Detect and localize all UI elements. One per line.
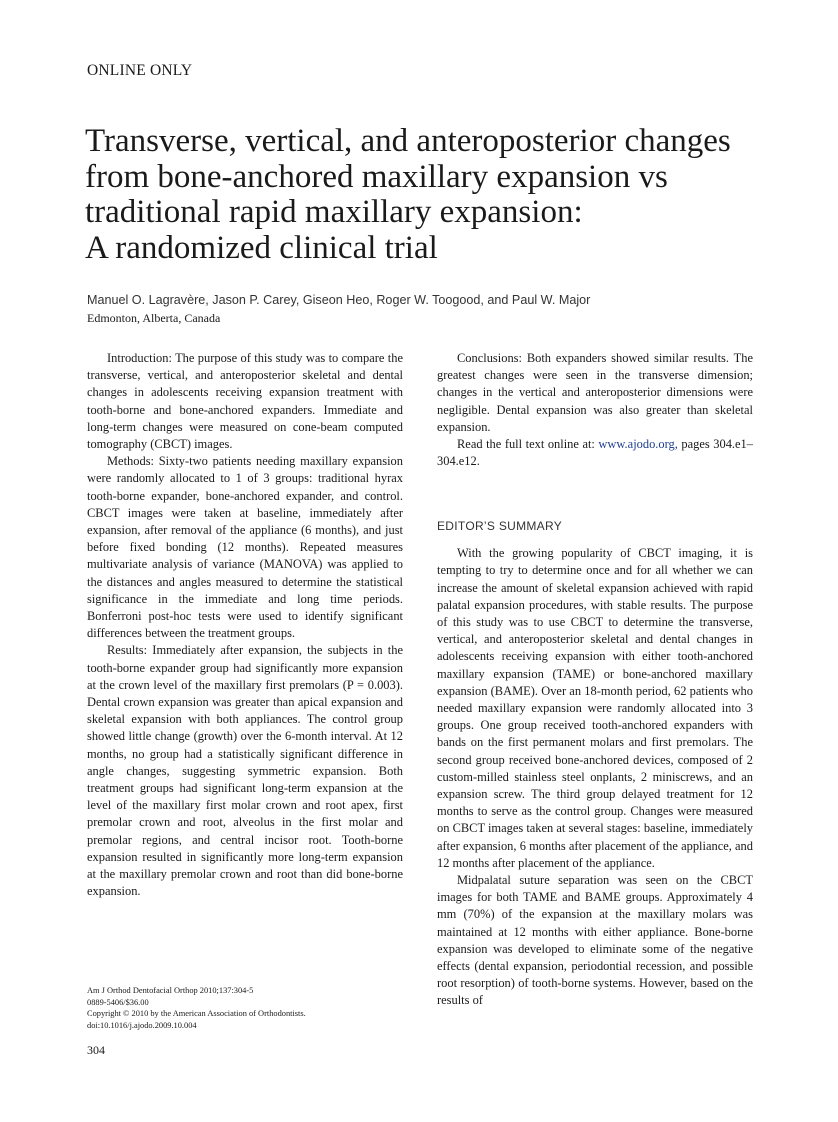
section-label: ONLINE ONLY (87, 62, 193, 79)
footnote-issn: 0889-5406/$36.00 (87, 997, 149, 1007)
read-more (437, 436, 753, 470)
abstract-right-column (437, 350, 753, 470)
title-line: from bone-anchored maxillary expansion vs (85, 158, 668, 195)
read-more-prefix: Read the full text online at: (457, 437, 599, 452)
page-number: 304 (87, 1043, 105, 1057)
footnote-journal: Am J Orthod Dentofacial Orthop 2010;137:304-5 (87, 986, 254, 995)
editors-summary-heading: EDITOR’S SUMMARY (437, 519, 563, 533)
editors-summary (437, 518, 753, 1010)
author-location: Edmonton, Alberta, Canada (87, 311, 221, 325)
citation-footnote (87, 985, 417, 1031)
abstract-results: Results: Immediately after expansion, the subjects in the tooth-borne expander group had significantly more expansion at the crown level of the maxillary first premolars (P = 0.003). Dental crown expansion was greater than apical expansion and skeletal expansion with both appliances. The control group showed little change (growth) over the 6-month interval. At 12 months, no group had a statistically significant difference in angle changes, suggesting symmetric expansion. Both treatment groups had significant long-term expansion at the level of the maxillary first molar crown and root apex, first premolar crown and root, alveolus in the first molar and premolar regions, and central incisor root. Tooth-borne expansion resulted in significantly more long-term expansion at the maxillary premolar crown and root than did bone-borne expansion. (87, 643, 403, 899)
editors-summary-paragraph: With the growing popularity of CBCT imaging, it is tempting to try to determine once and for all whether we can increase the amount of skeletal expansion achieved with rapid palatal expansion procedures, with stable results. The purpose of this study was to use CBCT to determine the transverse, vertical, and anteroposterior skeletal and dental changes in adolescents receiving expansion with either tooth-anchored maxillary expansion (TAME) or bone-anchored maxillary expansion (BAME). Over an 18-month period, 62 patients who needed maxillary expansion were randomly allocated into 3 groups. One group received tooth-anchored expanders with bands on the first permanent molars and first premolars. The second group received bone-anchored devices, composed of 2 custom-milled stainless steel onplants, 2 miniscrews, and an expansion screw. The third group delayed treatment for 12 months to serve as the control group. Changes were measured on CBCT images taken at several stages: baseline, immediately after expansion, 6 months after placement of the appliance, and 12 months after placement of the appliance. (437, 546, 753, 870)
ajodo-link[interactable]: www.ajodo.org, (598, 437, 678, 452)
abstract-conclusions: Conclusions: Both expanders showed similar results. The greatest changes were seen in the transverse dimension; changes in the vertical and anteroposterior dimensions were negligible. Dental expansion was also greater than skeletal expansion. (437, 351, 753, 434)
abstract-methods: Methods: Sixty-two patients needing maxillary expansion were randomly allocated to 1 of 3 groups: traditional hyrax tooth-borne expander, bone-anchored expander, and control. CBCT images were taken at baseline, immediately after expansion, after removal of the appliance (6 months), and just before fixed bonding (12 months). Repeated measures multivariate analysis of variance (MANOVA) was applied to the distances and angles measured to determine the statistical significance in the immediate and long time periods. Bonferroni post-hoc tests were used to identify significant differences between the treatment groups. (87, 454, 403, 641)
title-line: A randomized clinical trial (85, 229, 438, 266)
title-line: Transverse, vertical, and anteroposterior changes (85, 123, 731, 159)
abstract-introduction: Introduction: The purpose of this study was to compare the transverse, vertical, and anteroposterior skeletal and dental changes in adolescents receiving expansion treatment with tooth-borne and bone-anchored expanders. Immediate and long-term changes were measured on cone-beam computed tomography (CBCT) images. (87, 351, 403, 452)
author-list: Manuel O. Lagravère, Jason P. Carey, Giseon Heo, Roger W. Toogood, and Paul W. Major (87, 293, 591, 307)
article-title (85, 124, 775, 266)
footnote-copyright: Copyright © 2010 by the American Association of Orthodontists. (87, 1009, 306, 1019)
abstract-left-column (87, 350, 403, 901)
title-line: traditional rapid maxillary expansion: (85, 194, 583, 230)
editors-summary-paragraph: Midpalatal suture separation was seen on the CBCT images for both TAME and BAME groups. Approximately 4 mm (70%) of the expansion at the maxillary molars was maintained at 12 months with either appliance. Bone-borne expansion was developed to eliminate some of the negative effects (dental expansion, periodontial recession, and possible root resorption) of tooth-borne systems. However, based on the results of (437, 873, 753, 1008)
footnote-doi: doi:10.1016/j.ajodo.2009.10.004 (87, 1020, 197, 1030)
read-more-suffix: pages 304.e1–304.e12. (437, 437, 753, 469)
